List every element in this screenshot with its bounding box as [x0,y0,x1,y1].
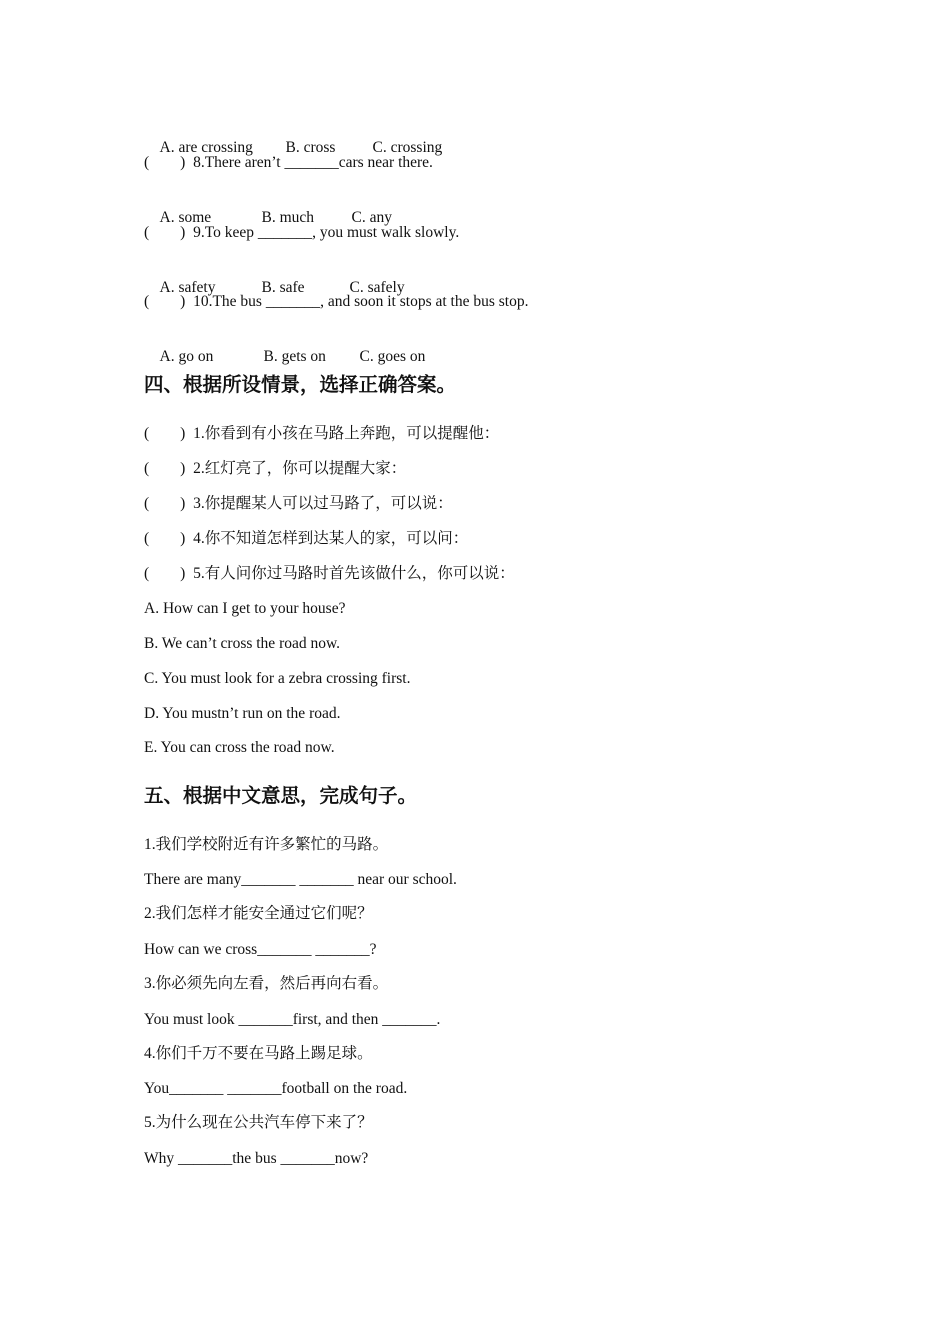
section-5-english: Why _______the bus _______now? [144,1150,369,1167]
question-8: ( ) 8.There aren’t _______cars near there. [144,154,433,171]
section-5-chinese: 3.你必须先向左看，然后再向右看。 [144,975,389,992]
q10-option-a: A. go on [159,348,214,365]
question-10: ( ) 10.The bus _______, and soon it stops at the bus stop. [144,293,529,310]
section-4-choice: A. How can I get to your house? [144,600,346,617]
section-4-choice: E. You can cross the road now. [144,739,335,756]
q10-option-b: B. gets on [263,348,326,365]
q9-option-c: C. safely [349,279,405,296]
question-9: ( ) 9.To keep _______, you must walk slowly. [144,224,460,241]
section-5-chinese: 4.你们千万不要在马路上踢足球。 [144,1045,373,1062]
q7-option-b: B. cross [285,139,336,156]
section-5-english: You_______ _______football on the road. [144,1080,408,1097]
section-5-heading: 五、根据中文意思，完成句子。 [144,784,418,807]
section-5-english: There are many_______ _______ near our school. [144,871,457,888]
q7-option-c: C. crossing [372,139,443,156]
section-5-english: You must look _______first, and then _______. [144,1011,441,1028]
section-4-heading: 四、根据所设情景，选择正确答案。 [144,373,457,396]
section-4-item: ( ) 2.红灯亮了，你可以提醒大家： [144,460,407,477]
section-5-chinese: 5.为什么现在公共汽车停下来了？ [144,1114,373,1131]
q7-option-a: A. are crossing [159,139,253,156]
q10-option-c: C. goes on [359,348,426,365]
section-4-choice: B. We can’t cross the road now. [144,635,341,652]
q9-option-a: A. safety [159,279,216,296]
section-4-choice: D. You mustn’t run on the road. [144,705,341,722]
q8-option-a: A. some [159,209,212,226]
section-4-item: ( ) 1.你看到有小孩在马路上奔跑，可以提醒他： [144,425,500,442]
section-5-chinese: 2.我们怎样才能安全通过它们呢？ [144,905,373,922]
section-5-chinese: 1.我们学校附近有许多繁忙的马路。 [144,836,389,853]
section-5-english: How can we cross_______ _______? [144,941,377,958]
section-4-item: ( ) 5.有人问你过马路时首先该做什么，你可以说： [144,565,515,582]
section-4-choice: C. You must look for a zebra crossing first. [144,670,411,687]
section-4-item: ( ) 3.你提醒某人可以过马路了，可以说： [144,495,453,512]
q8-option-c: C. any [351,209,392,226]
q8-option-b: B. much [261,209,315,226]
q9-option-b: B. safe [261,279,305,296]
section-4-item: ( ) 4.你不知道怎样到达某人的家，可以问： [144,530,469,547]
